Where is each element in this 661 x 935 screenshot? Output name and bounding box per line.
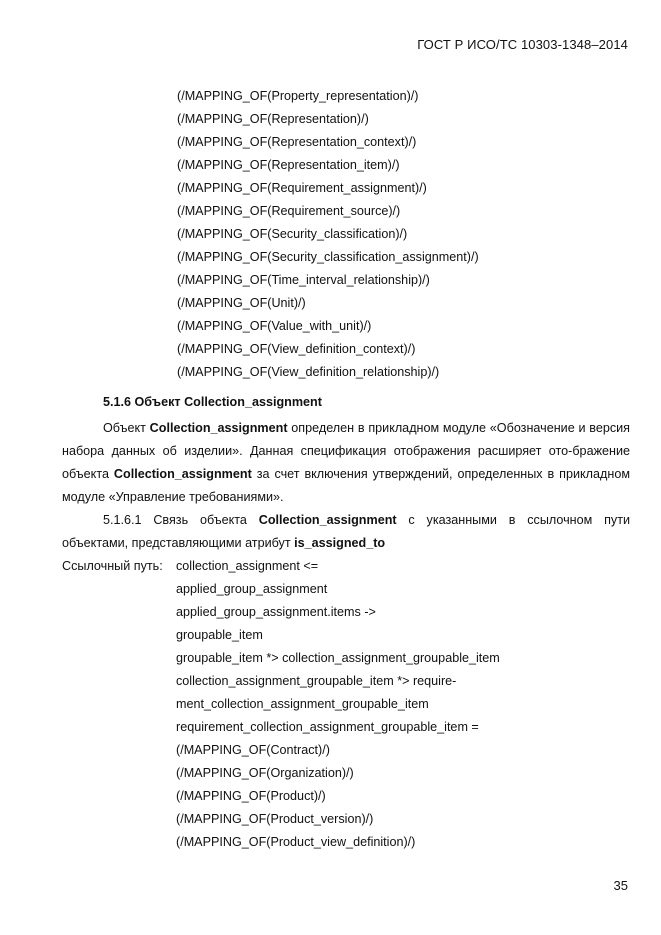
reference-path-line: groupable_item *> collection_assignment_groupable_item [176,651,500,665]
reference-path-line: collection_assignment <= [176,559,319,573]
para-text: Объект [103,421,150,435]
reference-path-line: (/MAPPING_OF(Contract)/) [176,743,330,757]
subsection-paragraph [62,509,630,555]
mapping-line: (/MAPPING_OF(Security_classification)/) [177,227,408,241]
reference-path-line: applied_group_assignment.items -> [176,605,376,619]
reference-path-line: requirement_collection_assignment_groupable_item = [176,720,479,734]
entity-name: Collection_assignment [149,421,288,435]
mapping-line: (/MAPPING_OF(Security_classification_assignment)/) [177,250,479,264]
mapping-line: (/MAPPING_OF(View_definition_context)/) [177,342,416,356]
page-number: 35 [613,878,628,893]
reference-path-line: ment_collection_assignment_groupable_item [176,697,429,711]
attribute-name: is_assigned_to [294,536,386,550]
mapping-line: (/MAPPING_OF(Property_representation)/) [177,89,419,103]
para-text: определен в прикладном модуле «Обозначение и версия набора данных об изделии». Данная спецификация отображения расширяет ото-бражение объекта [62,421,630,481]
reference-path-line: (/MAPPING_OF(Product_view_definition)/) [176,835,416,849]
mapping-line: (/MAPPING_OF(Requirement_assignment)/) [177,181,427,195]
para-text: 5.1.6.1 Связь объекта [103,513,259,527]
reference-path-line: (/MAPPING_OF(Product)/) [176,789,326,803]
para-text: за счет включения утверждений, определенных в прикладном модуле «Управление требованиями». [62,467,630,504]
reference-path-line: (/MAPPING_OF(Product_version)/) [176,812,374,826]
para-text: с указанными в ссылочном пути объектами, представляющими атрибут [62,513,630,550]
reference-path-list [176,555,500,854]
section-paragraph [62,417,630,509]
entity-name: Collection_assignment [258,513,397,527]
reference-path-line: groupable_item [176,628,263,642]
mapping-line: (/MAPPING_OF(Representation_item)/) [177,158,400,172]
mapping-line: (/MAPPING_OF(Requirement_source)/) [177,204,401,218]
entity-name: Collection_assignment [113,467,252,481]
mapping-line: (/MAPPING_OF(Time_interval_relationship)/) [177,273,430,287]
reference-path-label: Ссылочный путь: [62,559,163,573]
reference-path-line: applied_group_assignment [176,582,328,596]
mapping-line: (/MAPPING_OF(Unit)/) [177,296,306,310]
reference-path-line: (/MAPPING_OF(Organization)/) [176,766,354,780]
reference-path-line: collection_assignment_groupable_item *> require- [176,674,457,688]
mapping-line: (/MAPPING_OF(Representation)/) [177,112,369,126]
section-title: 5.1.6 Объект Collection_assignment [103,395,322,409]
document-header: ГОСТ Р ИСО/ТС 10303-1348–2014 [417,37,628,52]
mapping-line: (/MAPPING_OF(View_definition_relationship)/) [177,365,440,379]
mapping-list [177,86,479,385]
mapping-line: (/MAPPING_OF(Value_with_unit)/) [177,319,372,333]
mapping-line: (/MAPPING_OF(Representation_context)/) [177,135,417,149]
